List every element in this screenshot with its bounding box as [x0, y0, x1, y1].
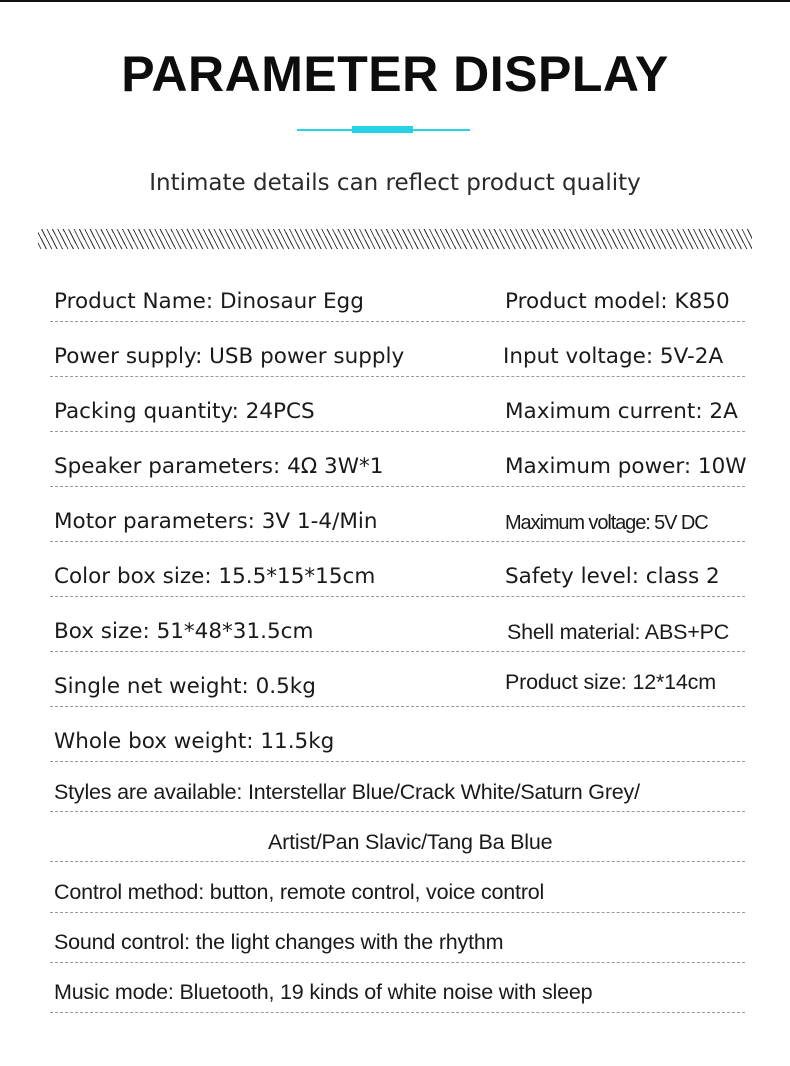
power-supply: Power supply: USB power supply [54, 344, 405, 369]
param-row [50, 563, 745, 597]
param-row [50, 508, 745, 542]
whole-box-weight: Whole box weight: 11.5kg [54, 729, 335, 754]
maximum-power: Maximum power: 10W [505, 454, 747, 479]
packing-quantity: Packing quantity: 24PCS [54, 399, 315, 424]
param-row [50, 343, 745, 377]
music-mode: Music mode: Bluetooth, 19 kinds of white noise with sleep [54, 980, 593, 1004]
safety-level: Safety level: class 2 [505, 564, 720, 589]
param-row [50, 878, 745, 913]
page-title: PARAMETER DISPLAY [121, 46, 669, 102]
param-row [50, 288, 745, 322]
param-row [50, 618, 745, 652]
maximum-voltage: Maximum voltage: 5V DC [505, 512, 708, 534]
box-size: Box size: 51*48*31.5cm [54, 619, 314, 644]
title-underline-accent [352, 126, 413, 133]
param-row [50, 668, 745, 707]
param-row [50, 978, 745, 1013]
sound-control: Sound control: the light changes with the rhythm [54, 930, 504, 954]
shell-material: Shell material: ABS+PC [507, 620, 730, 644]
color-box-size: Color box size: 15.5*15*15cm [54, 564, 376, 589]
product-name: Product Name: Dinosaur Egg [54, 289, 364, 314]
input-voltage: Input voltage: 5V-2A [503, 344, 724, 369]
styles-available: Styles are available: Interstellar Blue/Crack White/Saturn Grey/ [54, 780, 640, 804]
motor-parameters: Motor parameters: 3V 1-4/Min [54, 509, 378, 534]
param-row [50, 728, 745, 762]
page-subtitle: Intimate details can reflect product quality [149, 170, 641, 196]
param-row [50, 398, 745, 432]
param-row [50, 928, 745, 963]
product-model: Product model: K850 [505, 289, 730, 314]
param-row [50, 828, 745, 862]
top-border [0, 0, 790, 2]
speaker-parameters: Speaker parameters: 4Ω 3W*1 [54, 454, 384, 479]
slash-divider [38, 229, 752, 249]
param-row [50, 778, 745, 812]
param-row [50, 453, 745, 487]
single-net-weight: Single net weight: 0.5kg [54, 674, 316, 699]
product-size: Product size: 12*14cm [505, 670, 716, 694]
maximum-current: Maximum current: 2A [505, 399, 738, 424]
styles-available-continued: Artist/Pan Slavic/Tang Ba Blue [268, 830, 553, 854]
control-method: Control method: button, remote control, voice control [54, 880, 545, 904]
